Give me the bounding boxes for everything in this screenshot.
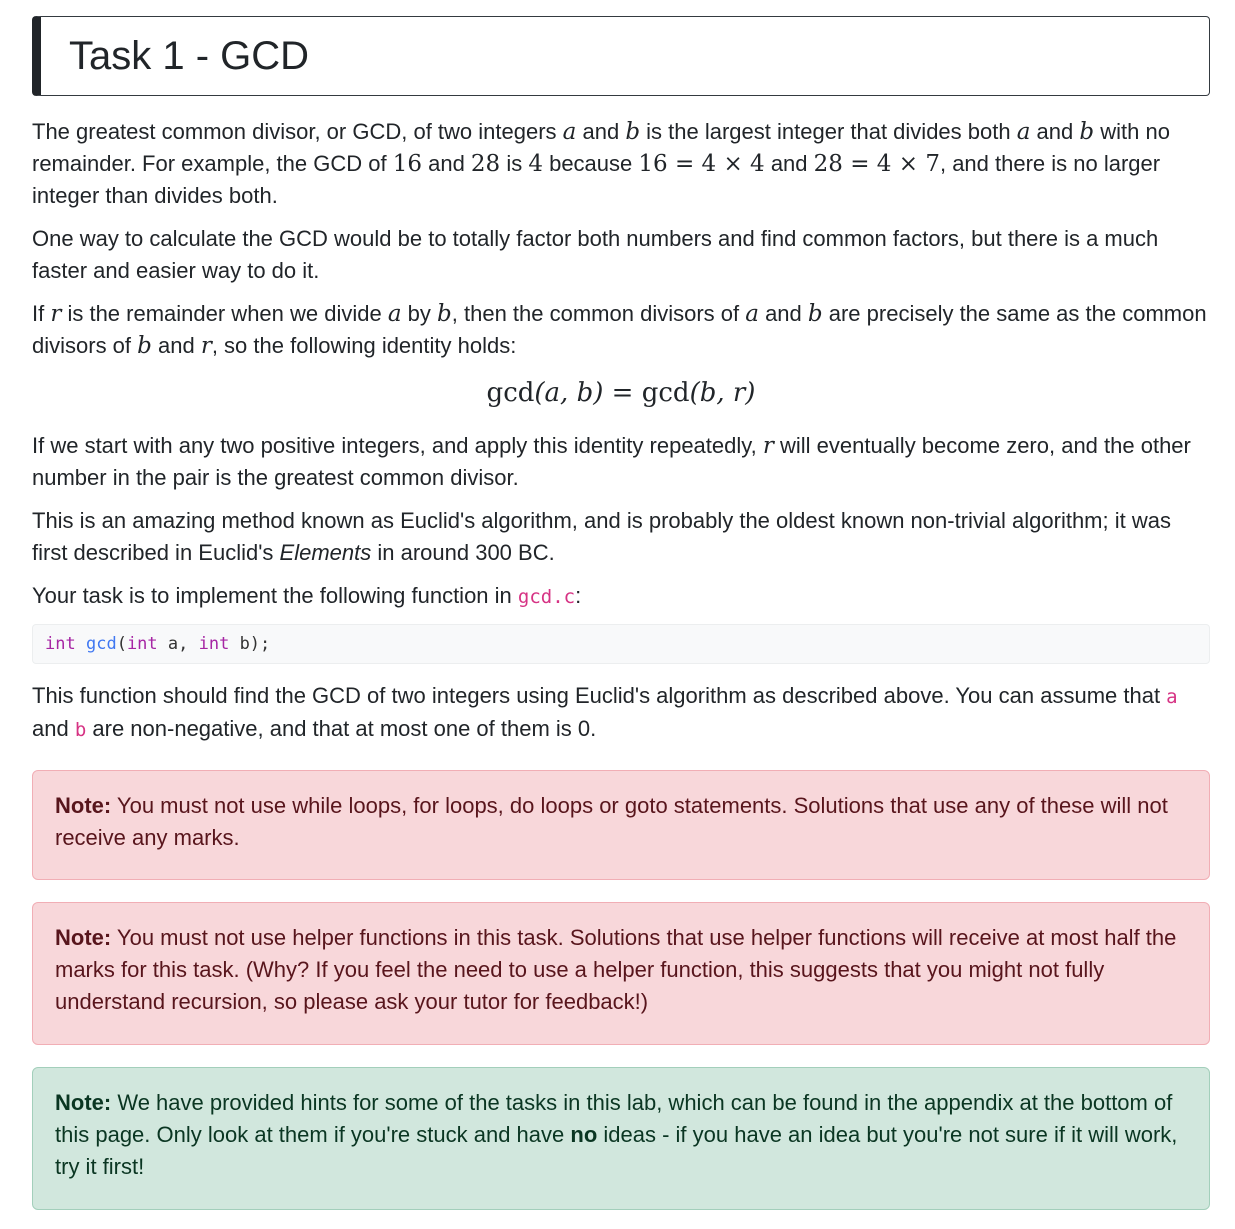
repeat-paragraph: If we start with any two positive integers, and apply this identity repeatedly, r will eventually become zero, and the other number in the pair is the greatest common divisor. bbox=[32, 433, 1191, 490]
page-title: Task 1 - GCD bbox=[69, 34, 310, 78]
filename-code: gcd.c bbox=[517, 586, 576, 608]
remainder-paragraph: If r is the remainder when we divide a by b, then the common divisors of a and b are precisely the same as the common divisors of b and r, so the following identity holds: bbox=[32, 301, 1207, 359]
gcd-identity-equation: gcd(a, b) = gcd(b, r) bbox=[486, 378, 756, 408]
equation-28: 28 = 4 × 7 bbox=[813, 151, 940, 177]
euclid-paragraph: This is an amazing method known as Euclid's algorithm, and is probably the oldest known non-trivial algorithm; it was first described in Euclid's Elements in around 300 BC. bbox=[32, 508, 1171, 565]
method-paragraph: One way to calculate the GCD would be to totally factor both numbers and find common factors, but there is a much faster and easier way to do it. bbox=[32, 226, 1159, 283]
intro-paragraph: The greatest common divisor, or GCD, of two integers a and b is the largest integer that divides both a and b with no remainder. For example, the GCD of 16 and 28 is 4 because 16 = 4 × 4 and 28 = 4 × 7, and there is no larger integer than divides both. bbox=[32, 119, 1170, 208]
function-signature-code: int gcd(int a, int b); bbox=[32, 624, 1210, 664]
note-no-helpers: Note: You must not use helper functions in this task. Solutions that use helper functions will receive at most half the marks for this task. (Why? If you feel the need to use a helper function, this suggests that you might not fully understand recursion, so please ask your tutor for feedback!) bbox=[32, 902, 1210, 1045]
equation-16: 16 = 4 × 4 bbox=[638, 151, 765, 177]
note-no-loops: Note: You must not use while loops, for loops, do loops or goto statements. Solutions that use any of these will not receive any marks. bbox=[32, 770, 1210, 880]
title-box bbox=[32, 16, 1210, 96]
note-hints: Note: We have provided hints for some of the tasks in this lab, which can be found in the appendix at the bottom of this page. Only look at them if you're stuck and have no ideas - if you have an idea but you're not sure if it will work, try it first! bbox=[32, 1067, 1210, 1210]
task-paragraph: Your task is to implement the following function in gcd.c: bbox=[32, 583, 582, 608]
requirements-paragraph: This function should find the GCD of two integers using Euclid's algorithm as described above. You can assume that a and b are non-negative, and that at most one of them is 0. bbox=[32, 683, 1178, 741]
